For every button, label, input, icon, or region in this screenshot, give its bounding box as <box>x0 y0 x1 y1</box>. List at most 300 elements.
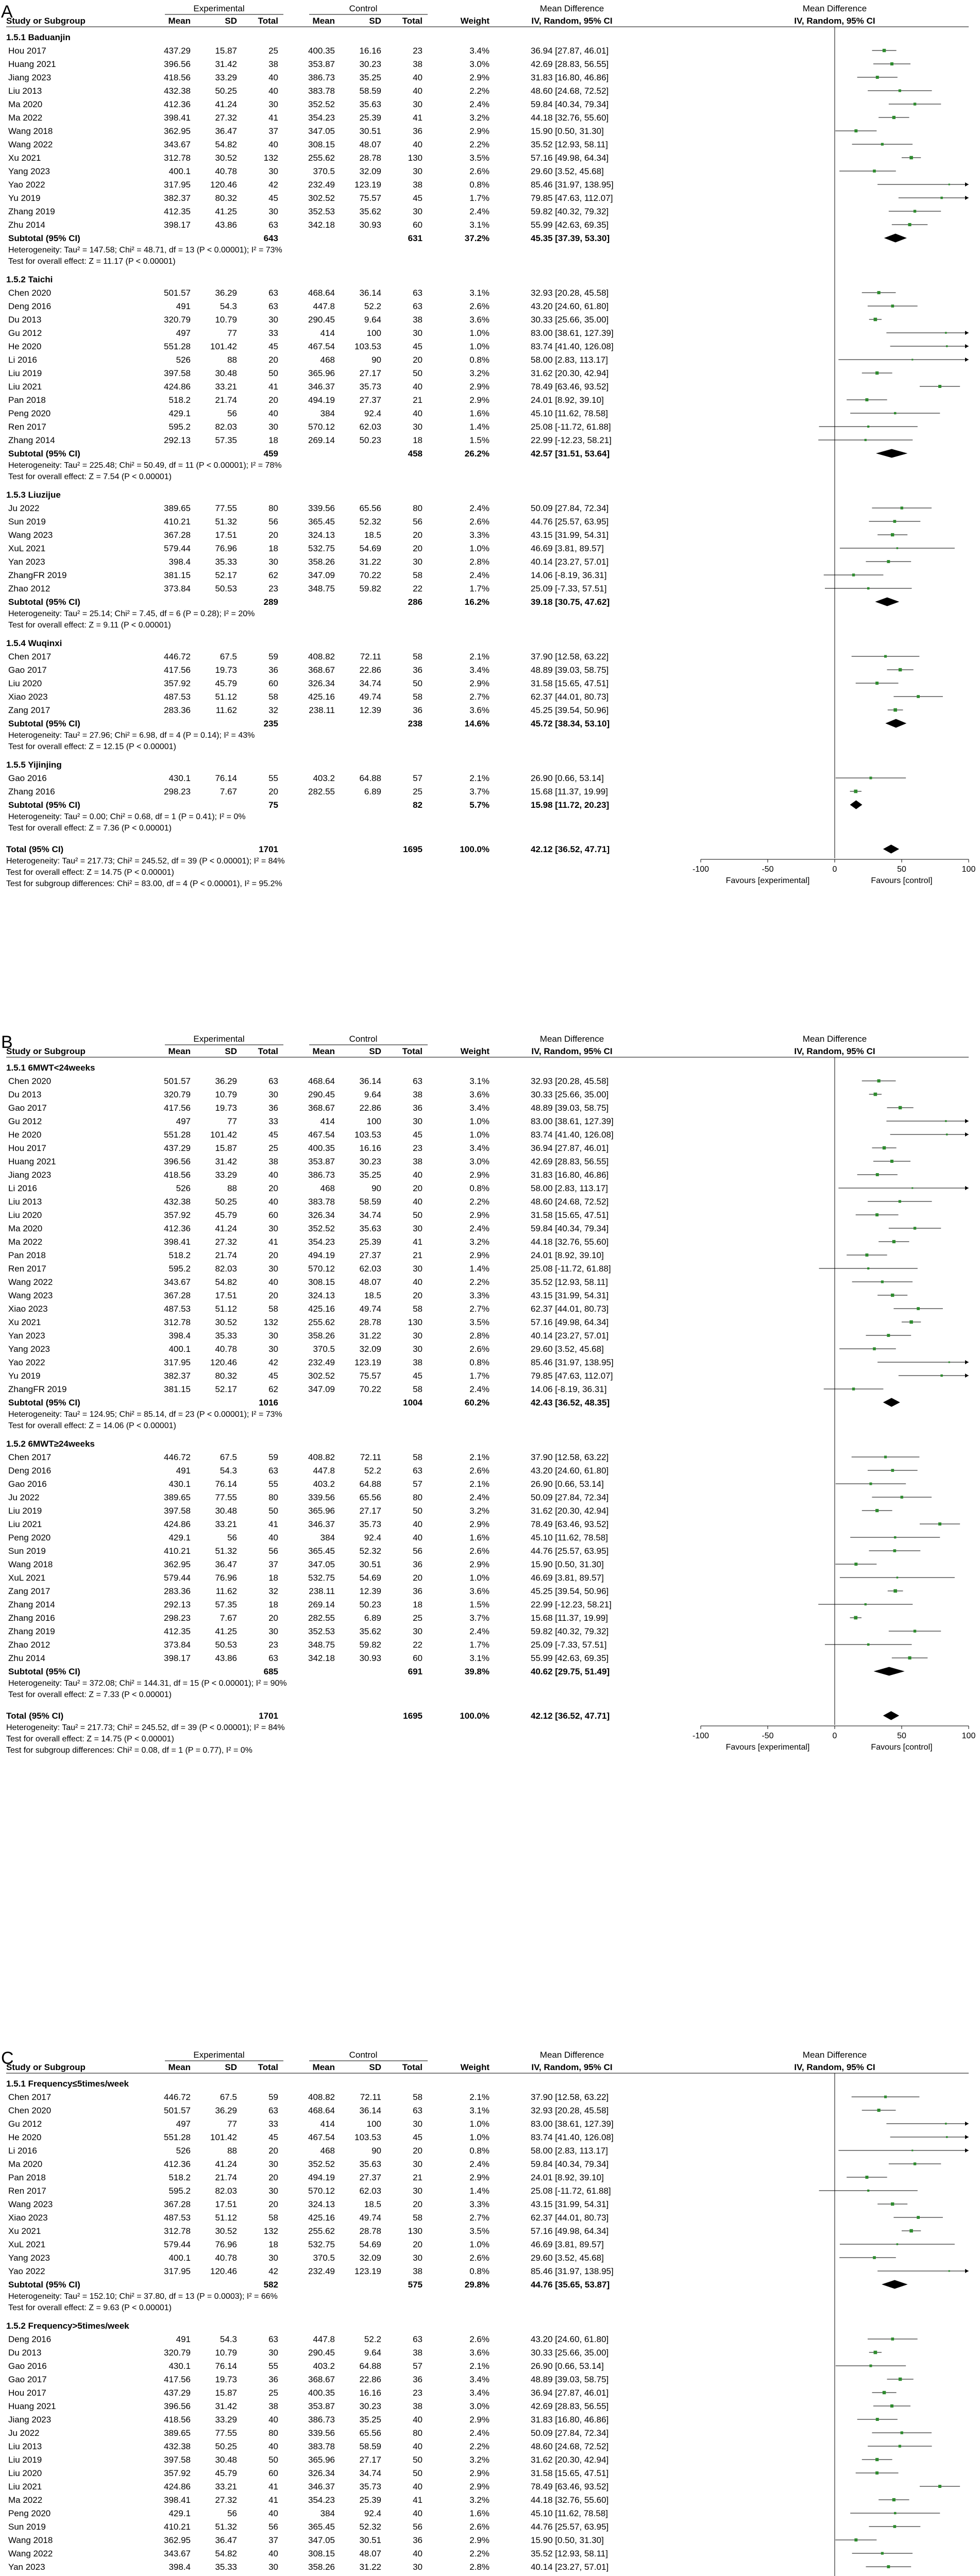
exp-sd: 43.86 <box>215 220 237 230</box>
study-name: Peng 2020 <box>8 1533 51 1543</box>
point-estimate <box>869 2364 872 2367</box>
study-name: Ma 2022 <box>8 2495 43 2505</box>
ctrl-total: 57 <box>413 1479 423 1489</box>
md-ci: 48.60 [24.68, 72.52] <box>531 1197 609 1207</box>
study-name: Ma 2020 <box>8 99 43 109</box>
study-name: Liu 2021 <box>8 382 42 392</box>
exp-sd: 45.79 <box>215 2468 237 2478</box>
exp-mean: 526 <box>176 2146 191 2156</box>
exp-sd: 15.87 <box>215 46 237 56</box>
ctrl-sd: 30.51 <box>359 2535 381 2545</box>
ctrl-mean: 425.16 <box>308 2213 335 2223</box>
md-ci: 44.76 [25.57, 63.95] <box>531 1546 609 1556</box>
weight: 2.4% <box>469 1626 489 1636</box>
exp-total: 30 <box>268 315 278 325</box>
exp-sd: 36.29 <box>215 288 237 298</box>
md-ci: 45.10 [11.62, 78.58] <box>531 1533 608 1543</box>
exp-sd: 51.32 <box>215 1546 237 1556</box>
study-name: Wang 2018 <box>8 126 53 136</box>
weight: 3.7% <box>469 787 489 796</box>
point-estimate <box>940 197 943 199</box>
md-ci: 14.06 [-8.19, 36.31] <box>531 1384 607 1394</box>
ctrl-sd: 48.07 <box>359 2549 381 2558</box>
md-ci: 31.62 [20.30, 42.94] <box>531 1506 609 1516</box>
ctrl-total: 40 <box>413 1170 423 1180</box>
md-ci: 43.20 [24.60, 61.80] <box>531 1466 609 1476</box>
total-exp: 1701 <box>259 844 278 854</box>
subtotal-label: Subtotal (95% CI) <box>8 2280 80 2290</box>
point-estimate <box>894 412 896 414</box>
weight: 2.9% <box>469 73 489 82</box>
md-ci: 32.93 [20.28, 45.58] <box>531 1076 609 1086</box>
subtotal-ci: 42.57 [31.51, 53.64] <box>531 449 610 459</box>
ctrl-mean: 386.73 <box>308 1170 335 1180</box>
exp-mean: 397.58 <box>164 1506 191 1516</box>
study-row <box>8 2119 969 2129</box>
study-name: Pan 2018 <box>8 395 46 405</box>
ctrl-sd: 18.5 <box>364 2199 381 2209</box>
exp-total: 38 <box>268 1157 278 1166</box>
point-estimate <box>893 1549 897 1552</box>
weight: 0.8% <box>469 355 489 365</box>
subtotal-ctrl-total: 691 <box>408 1667 423 1676</box>
x-tick-label: -100 <box>692 1732 709 1740</box>
ctrl-mean: 353.87 <box>308 2401 335 2411</box>
study-name: Wang 2018 <box>8 2535 53 2545</box>
study-row <box>8 1600 913 1609</box>
ctrl-mean: 408.82 <box>308 1452 335 1462</box>
study-row <box>8 1560 876 1569</box>
point-estimate <box>854 2538 857 2541</box>
ctrl-sd: 34.74 <box>359 2468 381 2478</box>
ci-arrow <box>965 1374 969 1378</box>
ctrl-total: 21 <box>413 2173 423 2182</box>
ctrl-sd: 27.17 <box>359 1506 381 1516</box>
point-estimate <box>949 2270 950 2272</box>
exp-mean: 343.67 <box>164 2549 191 2558</box>
exp-mean: 382.37 <box>164 1371 191 1381</box>
weight: 2.8% <box>469 557 489 567</box>
exp-mean: 298.23 <box>164 1613 191 1623</box>
exp-sd: 51.32 <box>215 517 237 527</box>
plot-header-ci: IV, Random, 95% CI <box>794 2062 875 2072</box>
exp-sd: 120.46 <box>210 180 237 190</box>
md-ci: 31.58 [15.65, 47.51] <box>531 679 609 688</box>
weight: 3.5% <box>469 153 489 163</box>
col-header-mean: Mean <box>168 1046 191 1056</box>
weight: 1.7% <box>469 1371 489 1381</box>
weight: 2.6% <box>469 1466 489 1476</box>
ctrl-sd: 92.4 <box>364 409 381 418</box>
ctrl-mean: 570.12 <box>308 2186 335 2196</box>
ctrl-mean: 232.49 <box>308 2266 335 2276</box>
study-name: Peng 2020 <box>8 2509 51 2518</box>
ctrl-total: 30 <box>413 166 423 176</box>
point-estimate <box>901 506 903 509</box>
ctrl-sd: 103.53 <box>354 342 381 351</box>
study-name: Xu 2021 <box>8 2226 41 2236</box>
study-name: Jiang 2023 <box>8 2415 52 2425</box>
md-ci: 31.83 [16.80, 46.86] <box>531 2415 609 2425</box>
total-ci: 42.12 [36.52, 47.71] <box>531 1711 610 1721</box>
ctrl-total: 38 <box>413 315 423 325</box>
ctrl-total: 56 <box>413 2522 423 2532</box>
ctrl-mean: 324.13 <box>308 1291 335 1300</box>
study-row <box>8 1533 940 1543</box>
study-row <box>8 1197 932 1207</box>
ctrl-sd: 22.86 <box>359 1103 381 1113</box>
ctrl-mean: 468 <box>320 1183 335 1193</box>
exp-mean: 283.36 <box>164 1586 191 1596</box>
exp-sd: 57.35 <box>215 1600 237 1609</box>
point-estimate <box>854 1616 857 1620</box>
ctrl-mean: 354.23 <box>308 2495 335 2505</box>
weight: 2.9% <box>469 679 489 688</box>
exp-sd: 76.14 <box>215 2361 237 2371</box>
study-name: Hou 2017 <box>8 1143 46 1153</box>
ctrl-mean: 414 <box>320 328 335 338</box>
study-row <box>8 315 882 325</box>
ctrl-total: 30 <box>413 2186 423 2196</box>
exp-mean: 381.15 <box>164 570 191 580</box>
ctrl-sd: 6.89 <box>364 1613 381 1623</box>
exp-total: 40 <box>268 1170 278 1180</box>
ctrl-mean: 238.11 <box>309 705 335 715</box>
point-estimate <box>875 2471 878 2475</box>
exp-sd: 80.32 <box>215 193 237 203</box>
exp-mean: 398.41 <box>164 1237 191 1247</box>
ctrl-sd: 30.23 <box>359 59 381 69</box>
ctrl-mean: 255.62 <box>308 1317 335 1327</box>
ctrl-total: 56 <box>413 517 423 527</box>
weight: 3.3% <box>469 1291 489 1300</box>
ctrl-sd: 90 <box>371 2146 381 2156</box>
study-name: Ma 2020 <box>8 1224 43 1233</box>
md-ci: 48.89 [39.03, 58.75] <box>531 2375 609 2384</box>
study-row <box>8 1331 911 1341</box>
study-row <box>8 395 887 405</box>
study-name: Jiang 2023 <box>8 73 52 82</box>
exp-total: 30 <box>268 166 278 176</box>
exp-total: 30 <box>268 99 278 109</box>
exp-mean: 595.2 <box>168 1264 191 1274</box>
ctrl-total: 30 <box>413 1344 423 1354</box>
study-name: Sun 2019 <box>8 517 46 527</box>
point-estimate <box>917 695 920 698</box>
md-ci: 35.52 [12.93, 58.11] <box>531 1277 608 1287</box>
col-header-sd: SD <box>369 16 381 26</box>
ctrl-total: 36 <box>413 1103 423 1113</box>
md-ci: 15.90 [0.50, 31.30] <box>531 1560 604 1569</box>
study-row <box>8 1506 892 1516</box>
md-ci: 24.01 [8.92, 39.10] <box>531 2173 604 2182</box>
md-ci: 44.18 [32.76, 55.60] <box>531 1237 609 1247</box>
point-estimate <box>877 291 881 294</box>
point-estimate <box>893 520 897 523</box>
ctrl-total: 20 <box>413 1573 423 1583</box>
exp-mean: 292.13 <box>164 435 191 445</box>
exp-mean: 412.35 <box>164 1626 191 1636</box>
ctrl-sd: 49.74 <box>359 1304 381 1314</box>
ctrl-total: 58 <box>413 652 423 662</box>
exp-total: 20 <box>268 1183 278 1193</box>
study-row <box>8 2509 940 2518</box>
ctrl-total: 23 <box>413 2388 423 2398</box>
col-header-md: Mean Difference <box>539 4 604 13</box>
ctrl-sd: 123.19 <box>354 1358 381 1367</box>
study-name: Gu 2012 <box>8 1116 42 1126</box>
study-name: Gao 2017 <box>8 2375 47 2384</box>
col-header-weight: Weight <box>460 2062 489 2072</box>
point-estimate <box>901 1496 903 1498</box>
exp-total: 36 <box>268 665 278 675</box>
subtotal-row <box>8 233 906 243</box>
exp-mean: 487.53 <box>164 692 191 702</box>
subgroup-title: 1.5.4 Wuqinxi <box>6 638 62 648</box>
study-name: Chen 2017 <box>8 1452 52 1462</box>
ctrl-total: 63 <box>413 2106 423 2115</box>
md-ci: 36.94 [27.87, 46.01] <box>531 46 609 56</box>
exp-sd: 77 <box>227 2119 237 2129</box>
ctrl-mean: 342.18 <box>308 1653 335 1663</box>
study-row <box>8 2442 932 2451</box>
ctrl-total: 57 <box>413 773 423 783</box>
weight: 1.6% <box>469 2509 489 2518</box>
subgroup-title: 1.5.3 Liuzijue <box>6 490 61 500</box>
exp-sd: 15.87 <box>215 1143 237 1153</box>
exp-sd: 21.74 <box>215 2173 237 2182</box>
weight: 2.9% <box>469 395 489 405</box>
ctrl-total: 40 <box>413 2442 423 2451</box>
exp-mean: 412.36 <box>164 99 191 109</box>
ctrl-mean: 365.96 <box>308 368 335 378</box>
point-estimate <box>897 1577 899 1579</box>
col-header-mean: Mean <box>312 16 335 26</box>
exp-sd: 33.29 <box>215 2415 237 2425</box>
ctrl-total: 20 <box>413 355 423 365</box>
ctrl-mean: 570.12 <box>308 1264 335 1274</box>
ctrl-mean: 532.75 <box>308 1573 335 1583</box>
study-name: Xiao 2023 <box>8 692 48 702</box>
ctrl-sd: 31.22 <box>359 1331 381 1341</box>
exp-sd: 88 <box>227 1183 237 1193</box>
study-name: Du 2013 <box>8 1090 42 1099</box>
ctrl-mean: 324.13 <box>308 530 335 540</box>
exp-total: 18 <box>268 1600 278 1609</box>
ctrl-sd: 16.16 <box>359 46 381 56</box>
exp-sd: 54.82 <box>215 2549 237 2558</box>
exp-sd: 36.29 <box>215 1076 237 1086</box>
exp-sd: 54.82 <box>215 140 237 149</box>
ci-arrow <box>965 182 969 187</box>
exp-total: 25 <box>268 46 278 56</box>
ctrl-sd: 6.89 <box>364 787 381 796</box>
exp-sd: 82.03 <box>215 422 237 432</box>
point-estimate <box>875 1509 878 1512</box>
total-diamond <box>884 1711 899 1720</box>
ctrl-mean: 352.53 <box>308 1626 335 1636</box>
weight: 2.1% <box>469 1479 489 1489</box>
point-estimate <box>949 183 950 185</box>
weight: 2.4% <box>469 1493 489 1502</box>
md-ci: 85.46 [31.97, 138.95] <box>531 180 614 190</box>
ctrl-sd: 72.11 <box>360 652 381 662</box>
ctrl-sd: 35.73 <box>359 2482 381 2492</box>
x-tick-label: -100 <box>692 865 709 874</box>
col-header-ci: IV, Random, 95% CI <box>531 1046 613 1056</box>
ctrl-sd: 64.88 <box>359 2361 381 2371</box>
ctrl-sd: 75.57 <box>359 1371 381 1381</box>
ctrl-total: 21 <box>413 1250 423 1260</box>
md-ci: 48.60 [24.68, 72.52] <box>531 86 609 96</box>
exp-total: 41 <box>268 2495 278 2505</box>
exp-total: 42 <box>268 1358 278 1367</box>
ctrl-total: 45 <box>413 2132 423 2142</box>
ci-arrow <box>965 1119 969 1123</box>
exp-mean: 595.2 <box>168 2186 191 2196</box>
point-estimate <box>869 1482 872 1485</box>
study-name: Ju 2022 <box>8 1493 40 1502</box>
ctrl-mean: 570.12 <box>308 422 335 432</box>
ctrl-sd: 70.22 <box>359 570 381 580</box>
ctrl-mean: 302.52 <box>308 1371 335 1381</box>
md-ci: 42.69 [28.83, 56.55] <box>531 59 609 69</box>
ctrl-sd: 58.59 <box>359 2442 381 2451</box>
ci-arrow <box>965 331 969 335</box>
col-header-md: Mean Difference <box>539 2050 604 2060</box>
study-name: Liu 2019 <box>8 368 42 378</box>
ctrl-mean: 232.49 <box>308 180 335 190</box>
weight: 2.6% <box>469 2334 489 2344</box>
study-row <box>8 1317 921 1327</box>
weight: 2.7% <box>469 1304 489 1314</box>
ci-arrow <box>965 1360 969 1364</box>
study-name: Chen 2017 <box>8 652 52 662</box>
ctrl-sd: 9.64 <box>364 315 381 325</box>
overall-effect-text: Test for overall effect: Z = 7.36 (P < 0.00001) <box>8 824 172 833</box>
point-estimate <box>893 708 897 712</box>
ctrl-sd: 35.25 <box>359 2415 381 2425</box>
exp-total: 40 <box>268 140 278 149</box>
ctrl-total: 38 <box>413 59 423 69</box>
point-estimate <box>945 1120 947 1122</box>
ctrl-sd: 54.69 <box>359 1573 381 1583</box>
subtotal-weight: 29.8% <box>464 2280 489 2290</box>
exp-mean: 396.56 <box>164 59 191 69</box>
point-estimate <box>865 1253 868 1257</box>
exp-sd: 31.42 <box>215 59 237 69</box>
study-name: Gao 2017 <box>8 1103 47 1113</box>
ctrl-total: 41 <box>413 2495 423 2505</box>
weight: 2.8% <box>469 2562 489 2572</box>
point-estimate <box>899 89 901 92</box>
ctrl-total: 21 <box>413 395 423 405</box>
exp-sd: 30.52 <box>215 2226 237 2236</box>
ctrl-total: 30 <box>413 2119 423 2129</box>
overall-effect-text: Test for overall effect: Z = 7.54 (P < 0.00001) <box>8 472 172 481</box>
exp-sd: 45.79 <box>215 1210 237 1220</box>
weight: 1.4% <box>469 2186 489 2196</box>
ctrl-total: 130 <box>408 1317 423 1327</box>
exp-total: 20 <box>268 530 278 540</box>
md-ci: 46.69 [3.81, 89.57] <box>531 544 604 553</box>
study-row <box>8 787 861 796</box>
point-estimate <box>914 1630 916 1632</box>
weight: 2.2% <box>469 1277 489 1287</box>
ctrl-sd: 49.74 <box>359 2213 381 2223</box>
weight: 2.2% <box>469 1197 489 1207</box>
ctrl-sd: 31.22 <box>359 557 381 567</box>
study-name: Liu 2013 <box>8 1197 42 1207</box>
exp-mean: 424.86 <box>164 2482 191 2492</box>
study-row <box>8 1479 906 1489</box>
point-estimate <box>917 2216 920 2219</box>
exp-total: 30 <box>268 207 278 216</box>
exp-mean: 398.4 <box>168 2562 191 2572</box>
exp-sd: 19.73 <box>215 665 237 675</box>
ctrl-total: 41 <box>413 1237 423 1247</box>
ci-arrow <box>965 2148 969 2153</box>
total-ctrl: 1695 <box>403 844 423 854</box>
weight: 0.8% <box>469 1358 489 1367</box>
point-estimate <box>891 1294 894 1297</box>
weight: 3.2% <box>469 2455 489 2465</box>
study-name: Wang 2023 <box>8 2199 53 2209</box>
heterogeneity-text: Heterogeneity: Tau² = 0.00; Chi² = 0.68, df = 1 (P = 0.41); I² = 0% <box>8 812 246 821</box>
exp-sd: 67.5 <box>219 652 237 662</box>
md-ci: 44.76 [25.57, 63.95] <box>531 517 609 527</box>
ctrl-mean: 403.2 <box>313 2361 335 2371</box>
exp-total: 41 <box>268 382 278 392</box>
exp-total: 63 <box>268 220 278 230</box>
heterogeneity-text: Heterogeneity: Tau² = 27.96; Chi² = 6.98, df = 4 (P = 0.14); I² = 43% <box>8 731 255 740</box>
md-ci: 48.89 [39.03, 58.75] <box>531 665 609 675</box>
ctrl-mean: 368.67 <box>308 1103 335 1113</box>
ctrl-total: 40 <box>413 1197 423 1207</box>
exp-total: 63 <box>268 1653 278 1663</box>
ctrl-sd: 25.39 <box>359 2495 381 2505</box>
subtotal-ci: 44.76 [35.65, 53.87] <box>531 2280 610 2290</box>
ctrl-total: 41 <box>413 113 423 123</box>
ctrl-total: 50 <box>413 2455 423 2465</box>
study-row <box>8 1183 969 1193</box>
study-row <box>8 1157 910 1166</box>
exp-total: 42 <box>268 2266 278 2276</box>
study-name: Liu 2019 <box>8 2455 42 2465</box>
ci-arrow <box>965 2269 969 2273</box>
col-header-total: Total <box>258 1046 278 1056</box>
md-ci: 37.90 [12.58, 63.22] <box>531 652 609 662</box>
ctrl-sd: 90 <box>371 355 381 365</box>
ctrl-mean: 468 <box>320 2146 335 2156</box>
study-row <box>8 773 906 783</box>
exp-mean: 518.2 <box>168 2173 191 2182</box>
study-row <box>8 86 932 96</box>
heterogeneity-text: Heterogeneity: Tau² = 152.10; Chi² = 37.80, df = 13 (P = 0.0003); I² = 66% <box>8 2292 278 2301</box>
md-ci: 59.82 [40.32, 79.32] <box>531 1626 609 1636</box>
md-ci: 25.09 [-7.33, 57.51] <box>531 1640 607 1650</box>
plot-header-md: Mean Difference <box>802 2050 867 2060</box>
exp-mean: 551.28 <box>164 2132 191 2142</box>
ctrl-sd: 52.2 <box>364 301 381 311</box>
exp-mean: 595.2 <box>168 422 191 432</box>
ctrl-sd: 36.14 <box>359 1076 381 1086</box>
study-name: Ren 2017 <box>8 2186 46 2196</box>
exp-mean: 417.56 <box>164 2375 191 2384</box>
ctrl-total: 130 <box>408 2226 423 2236</box>
weight: 2.6% <box>469 1546 489 1556</box>
exp-total: 40 <box>268 1197 278 1207</box>
